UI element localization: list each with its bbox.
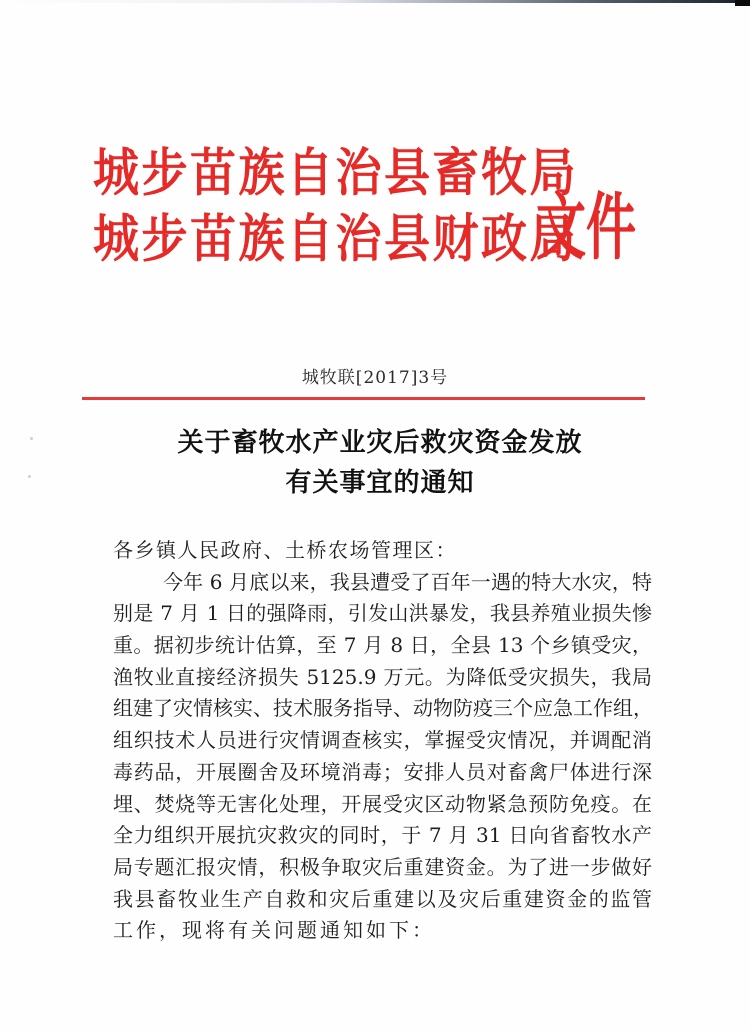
masthead-suffix: 文件	[536, 184, 636, 271]
masthead-issuer-2: 城步苗族自治县财政局	[93, 208, 578, 269]
body-line: 局专题汇报灾情，积极争取灾后重建资金。为了进一步做好	[113, 854, 652, 879]
body-line: 别是 7 月 1 日的强降雨，引发山洪暴发，我县养殖业损失惨	[113, 601, 652, 626]
body-line: 全力组织开展抗灾救灾的同时，于 7 月 31 日向省畜牧水产	[113, 823, 652, 848]
body-line: 毒药品，开展圈舍及环境消毒；安排人员对畜禽尸体进行深	[113, 759, 652, 784]
salutation: 各乡镇人民政府、土桥农场管理区：	[113, 538, 457, 562]
masthead-issuer-1: 城步苗族自治县畜牧局	[93, 142, 578, 203]
document-body	[113, 535, 658, 947]
body-line: 今年 6 月底以来，我县遭受了百年一遇的特大水灾，特	[163, 569, 652, 594]
document-title-line-2: 有关事宜的通知	[285, 468, 475, 498]
document-number: 城牧联[2017]3号	[301, 368, 449, 388]
document-title-line-1: 关于畜牧水产业灾后救灾资金发放	[177, 428, 583, 458]
body-line: 组建了灾情核实、技术服务指导、动物防疫三个应急工作组，	[113, 696, 653, 721]
body-line: 我县畜牧业生产自救和灾后重建以及灾后重建资金的监管	[113, 886, 652, 911]
scan-edge-artifact	[0, 0, 735, 3]
body-line: 组织技术人员进行灾情调查核实，掌握受灾情况，并调配消	[113, 728, 652, 753]
body-line: 工作，现将有关问题通知如下：	[113, 918, 435, 943]
body-line: 埋、焚烧等无害化处理，开展受灾区动物紧急预防免疫。在	[113, 791, 652, 816]
red-divider-line	[82, 397, 645, 400]
red-masthead	[93, 140, 638, 270]
body-line: 渔牧业直接经济损失 5125.9 万元。为降低受灾损失，我局	[113, 664, 652, 689]
body-line: 重。据初步统计估算，至 7 月 8 日，全县 13 个乡镇受灾，	[113, 633, 652, 658]
scan-corner-artifact	[735, 0, 750, 6]
